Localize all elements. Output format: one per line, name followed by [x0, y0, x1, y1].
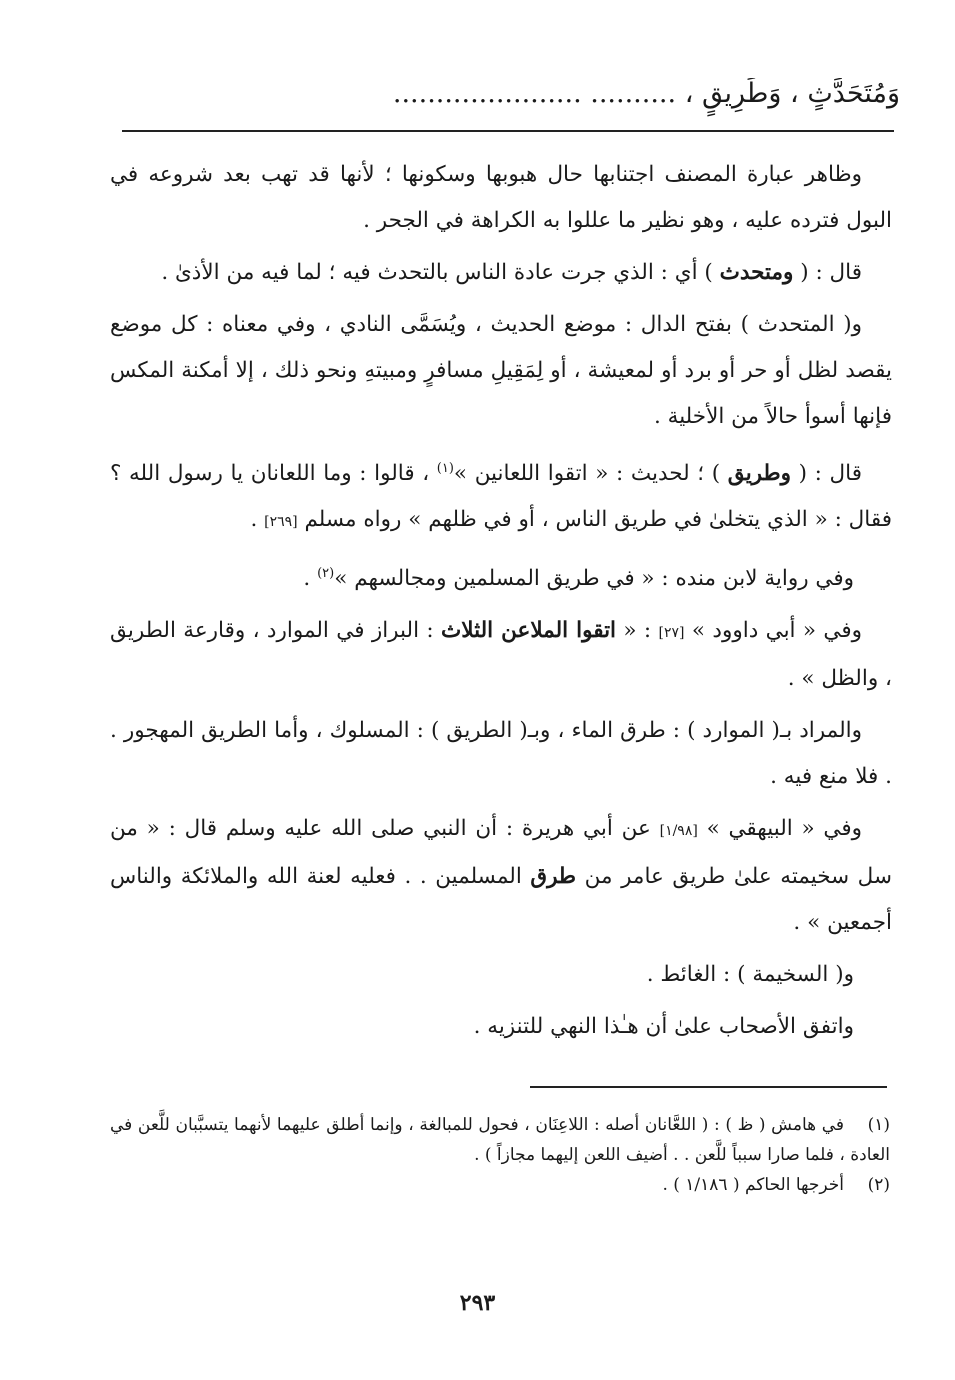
paragraph-text: والمراد بـ( الموارد ) : طرق الماء ، وبـ( الطريق ) : المسلوك ، وأما الطريق المهجور . . فلا منع فيه . [110, 718, 892, 790]
paragraph-text: واتفق الأصحاب علىٰ أن هـٰذا النهي للتنزيه . [473, 1014, 854, 1040]
paragraph-1 [110, 152, 892, 244]
matn-term: ومتحدث [719, 260, 794, 285]
footnote-text: في هامش ( ظ ) : ( اللعَّانان أصله : اللاعِنَان ، فحول للمبالغة ، وإنما أطلق عليهما لأنهما يتسبَّبان للَّعن في العادة ، فلما صارا سبباً للَّعن . . أضيف اللعن إليهما مجازاً ) . [110, 1115, 890, 1165]
paragraph-7 [110, 708, 892, 800]
main-text [110, 152, 892, 1056]
hadith-emphasis: اتقوا الملاعن الثلاث [441, 618, 617, 644]
header-dots: .......... ...................... [392, 78, 677, 109]
paragraph-3 [110, 302, 892, 440]
matn-term: وطريق [727, 461, 792, 487]
paragraph-10 [110, 1004, 892, 1050]
header-rule [122, 130, 894, 132]
paragraph-text: وفي « أبي داوود » [684, 618, 862, 644]
footnote-marker[interactable]: (١) [436, 461, 454, 476]
paragraph-9 [110, 952, 892, 998]
paragraph-text: ) أي : الذي جرت عادة الناس بالتحدث فيه ؛ لما فيه من الأذىٰ . [161, 260, 720, 285]
running-header [110, 78, 900, 118]
paragraph-text: و( المتحدث ) بفتح الدال : موضع الحديث ، ويُسَمَّى النادي ، وفي معناه : كل موضع يقصد لظل أو حر أو برد أو لمعيشة ، أو لِمَقِيلِ مسافرٍ ومبيتهِ ونحو ذلك ، إلا أمكنة المكس فإنها أسوأ حالاً من الأخلية . [110, 312, 892, 429]
paragraph-text: عن أبي هريرة : أن النبي صلى الله عليه وسلم قال : « من سل سخيمته علىٰ طريق عامر من [110, 816, 892, 890]
footnote-marker[interactable]: (٢) [317, 566, 335, 582]
paragraph-text: وظاهر عبارة المصنف اجتنابها حال هبوبها وسكونها ؛ لأنها قد تهب بعد شروعه في البول فترده عليه ، وهو نظير ما عللوا به الكراهة في الجحر . [110, 162, 892, 233]
paragraph-text: : البراز في الموارد ، وقارعة الطريق ، والظل » . [110, 618, 892, 692]
footnotes [110, 1110, 890, 1200]
paragraph-6 [110, 608, 892, 702]
paragraph-text: وفي رواية لابن منده : « في طريق المسلمين ومجالسهم » [334, 566, 854, 592]
hadith-reference: [٢٦٩] [264, 514, 298, 531]
footnote-separator [530, 1086, 887, 1088]
footnote-number: (٢) [867, 1175, 890, 1195]
paragraph-2 [110, 250, 892, 296]
footnote-2 [110, 1170, 890, 1200]
paragraph-text: ) ؛ لحديث : « اتقوا اللعانين » [453, 461, 728, 487]
hadith-emphasis: طرق [530, 864, 577, 890]
hadith-reference: [١/٩٨] [659, 823, 698, 840]
paragraph-text: : « [616, 618, 659, 644]
paragraph-5 [110, 551, 892, 602]
paragraph-text: . [250, 507, 265, 533]
paragraph-text: قال : ( [793, 260, 862, 285]
paragraph-text: المسلمين . . فعليه لعنة الله والملائكة والناس أجمعين » . [110, 864, 892, 936]
page-number: ٢٩٣ [459, 1290, 496, 1316]
paragraph-8 [110, 806, 892, 946]
paragraph-text: و( السخيمة ) : الغائط . [646, 962, 854, 988]
paragraph-4 [110, 446, 892, 545]
footnote-number: (١) [867, 1115, 890, 1135]
paragraph-text: ، قالوا : وما اللعانان يا رسول الله ؟ فقال : « الذي يتخلىٰ في طريق الناس ، أو في ظلهم » رواه مسلم [110, 461, 892, 533]
paragraph-text: . [303, 566, 318, 592]
paragraph-text: وفي « البيهقي » [697, 816, 862, 842]
footnote-1 [110, 1110, 890, 1170]
header-title: وَمُتَحَدَّثٍ ، وَطَرِيقٍ ، [684, 78, 900, 109]
footnote-text: أخرجها الحاكم ( ١/١٨٦ ) . [662, 1175, 844, 1195]
hadith-reference: [٢٧] [658, 625, 685, 642]
paragraph-text: قال : ( [791, 461, 862, 487]
